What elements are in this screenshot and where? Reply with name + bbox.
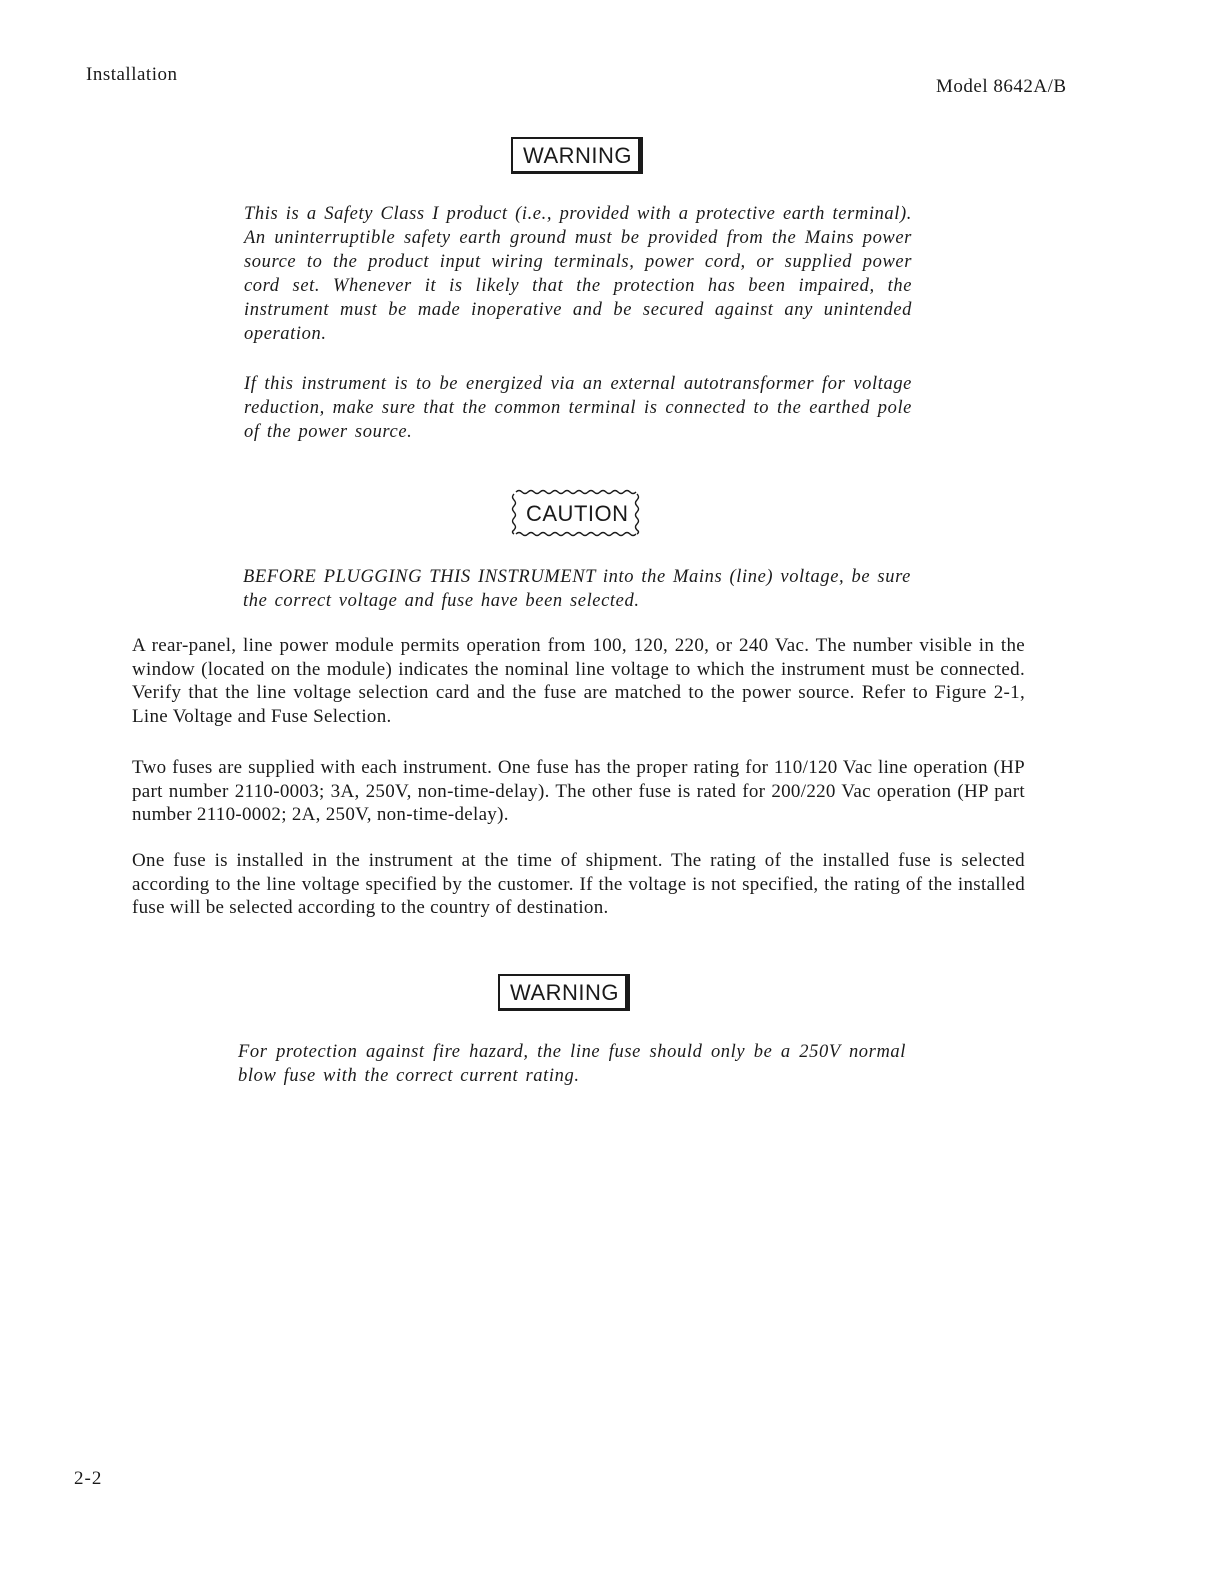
warning-paragraph-fire-hazard: For protection against fire hazard, the line fuse should only be a 250V normal blow fuse with the correct current rating. [238, 1042, 906, 1086]
page-number: 2-2 [74, 1468, 103, 1489]
warning-label-top: WARNING [511, 137, 643, 174]
section-header: Installation [86, 64, 178, 85]
caution-label [510, 488, 642, 538]
caution-paragraph: BEFORE PLUGGING THIS INSTRUMENT into the Mains (line) voltage, be sure the correct voltage and fuse have been selected. [243, 567, 911, 611]
warning-label-bottom: WARNING [498, 974, 630, 1011]
body-paragraph-line-module: A rear-panel, line power module permits operation from 100, 120, 220, or 240 Vac. The number visible in the window (located on the module) indicates the nominal line voltage to which the instrument must be connected. Verify that the line voltage selection card and the fuse are matched to the power source. Refer to Figure 2-1, Line Voltage and Fuse Selection. [132, 635, 1025, 727]
warning-paragraph-safety-class: This is a Safety Class I product (i.e., provided with a protective earth terminal). An uninterruptible safety earth ground must be provided from the Mains power source to the product input wiring terminals, power cord, or supplied power cord set. Whenever it is likely that the protection has been impaired, the instrument must be made inoperative and be secured against any unintended operation. [244, 204, 912, 344]
body-paragraph-fuse-installed: One fuse is installed in the instrument at the time of shipment. The rating of the installed fuse is selected according to the line voltage specified by the customer. If the voltage is not specified, the rating of the installed fuse will be selected according to the country of destination. [132, 850, 1025, 918]
warning-paragraph-autotransformer: If this instrument is to be energized via an external autotransformer for voltage reduction, make sure that the common terminal is connected to the earthed pole of the power source. [244, 374, 912, 442]
caution-label-text: CAUTION [526, 501, 629, 526]
body-paragraph-fuses-supplied: Two fuses are supplied with each instrument. One fuse has the proper rating for 110/120 Vac line operation (HP part number 2110-0003; 3A, 250V, non-time-delay). The other fuse is rated for 200/220 Vac operation (HP part number 2110-0002; 2A, 250V, non-time-delay). [132, 757, 1025, 825]
model-header: Model 8642A/B [936, 76, 1067, 97]
